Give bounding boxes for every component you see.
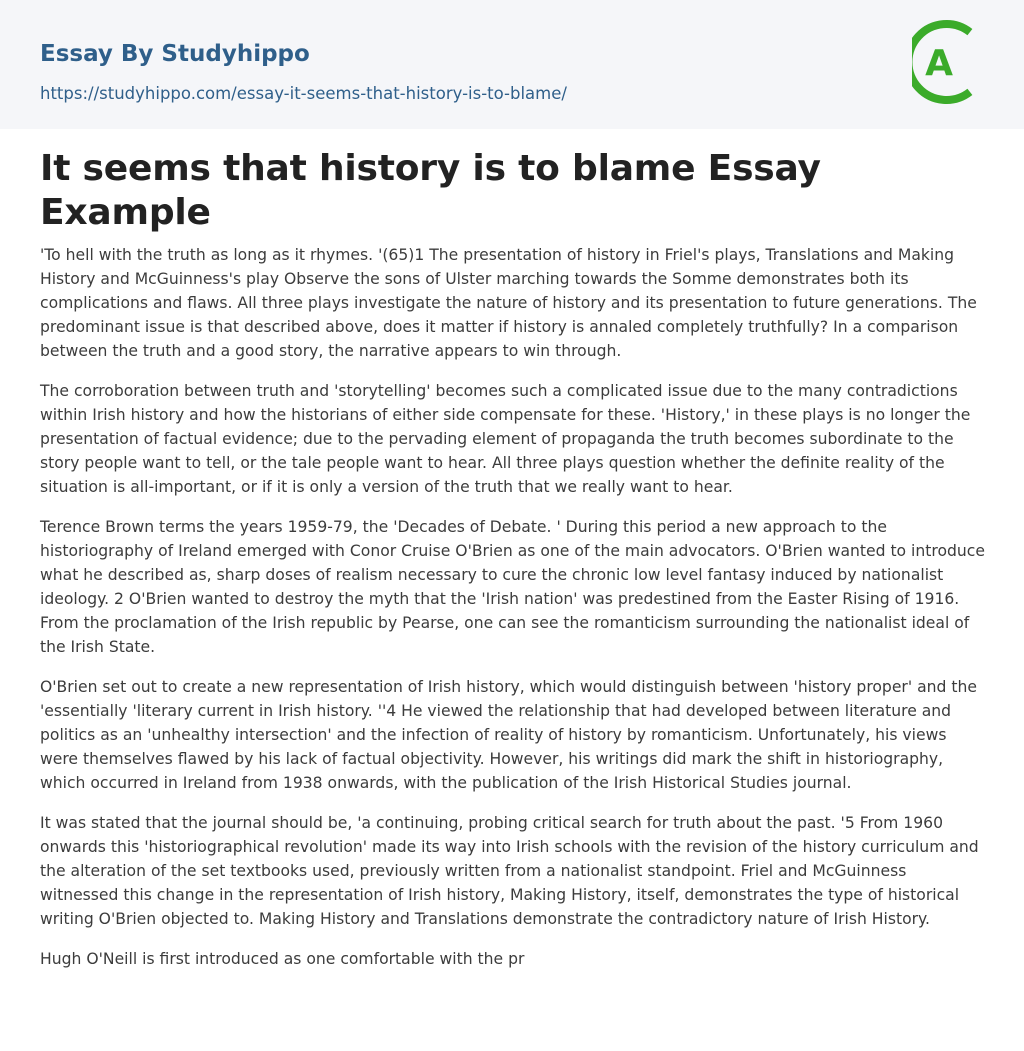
article-paragraph: O'Brien set out to create a new representation of Irish history, which would distinguish between 'history proper' and the 'essentially 'literary current in Irish history. ''4 He viewed the relationship that had developed between literature and politics as an 'unhealthy intersection' and the infection of reality of history by romanticism. Unfortunately, his views were themselves flawed by his lack of factual objectivity. However, his writings did mark the shift in historiography, which occurred in Ireland from 1938 onwards, with the publication of the Irish Historical Studies journal. <box>40 678 977 792</box>
logo-letter: A <box>925 43 953 84</box>
site-header <box>0 0 1024 129</box>
article <box>0 129 1024 971</box>
article-paragraph: The corroboration between truth and 'storytelling' becomes such a complicated issue due to the many contradictions within Irish history and how the historians of either side compensate for these. 'History,' in these plays is no longer the presentation of factual evidence; due to the pervading element of propaganda the truth becomes subordinate to the story people want to tell, or the tale people want to hear. All three plays question whether the definite reality of the situation is all-important, or if it is only a version of the truth that we really want to hear. <box>40 382 971 496</box>
article-paragraph: Terence Brown terms the years 1959-79, the 'Decades of Debate. ' During this period a new approach to the historiography of Ireland emerged with Conor Cruise O'Brien as one of the main advocators. O'Brien wanted to introduce what he described as, sharp doses of realism necessary to cure the chronic low level fantasy induced by nationalist ideology. 2 O'Brien wanted to destroy the myth that the 'Irish nation' was predestined from the Easter Rising of 1916. From the proclamation of the Irish republic by Pearse, one can see the romanticism surrounding the nationalist ideal of the Irish State. <box>40 518 985 656</box>
site-title[interactable]: Essay By Studyhippo <box>40 41 310 67</box>
studyhippo-logo-icon[interactable] <box>912 19 986 105</box>
article-title: It seems that history is to blame Essay Example <box>40 148 821 233</box>
article-paragraph-truncated: Hugh O'Neill is first introduced as one comfortable with the pr <box>40 950 525 968</box>
article-paragraph: 'To hell with the truth as long as it rhymes. '(65)1 The presentation of history in Friel's plays, Translations and Making History and McGuinness's play Observe the sons of Ulster marching towards the Somme demonstrates both its complications and flaws. All three plays investigate the nature of history and its presentation to future generations. The predominant issue is that described above, does it matter if history is annaled completely truthfully? In a comparison between the truth and a good story, the narrative appears to win through. <box>40 246 977 360</box>
page-url-link[interactable]: https://studyhippo.com/essay-it-seems-that-history-is-to-blame/ <box>40 84 567 103</box>
article-paragraph: It was stated that the journal should be, 'a continuing, probing critical search for truth about the past. '5 From 1960 onwards this 'historiographical revolution' made its way into Irish schools with the revision of the history curriculum and the alteration of the set textbooks used, previously written from a nationalist standpoint. Friel and McGuinness witnessed this change in the representation of Irish history, Making History, itself, demonstrates the type of historical writing O'Brien objected to. Making History and Translations demonstrate the contradictory nature of Irish History. <box>40 814 979 928</box>
